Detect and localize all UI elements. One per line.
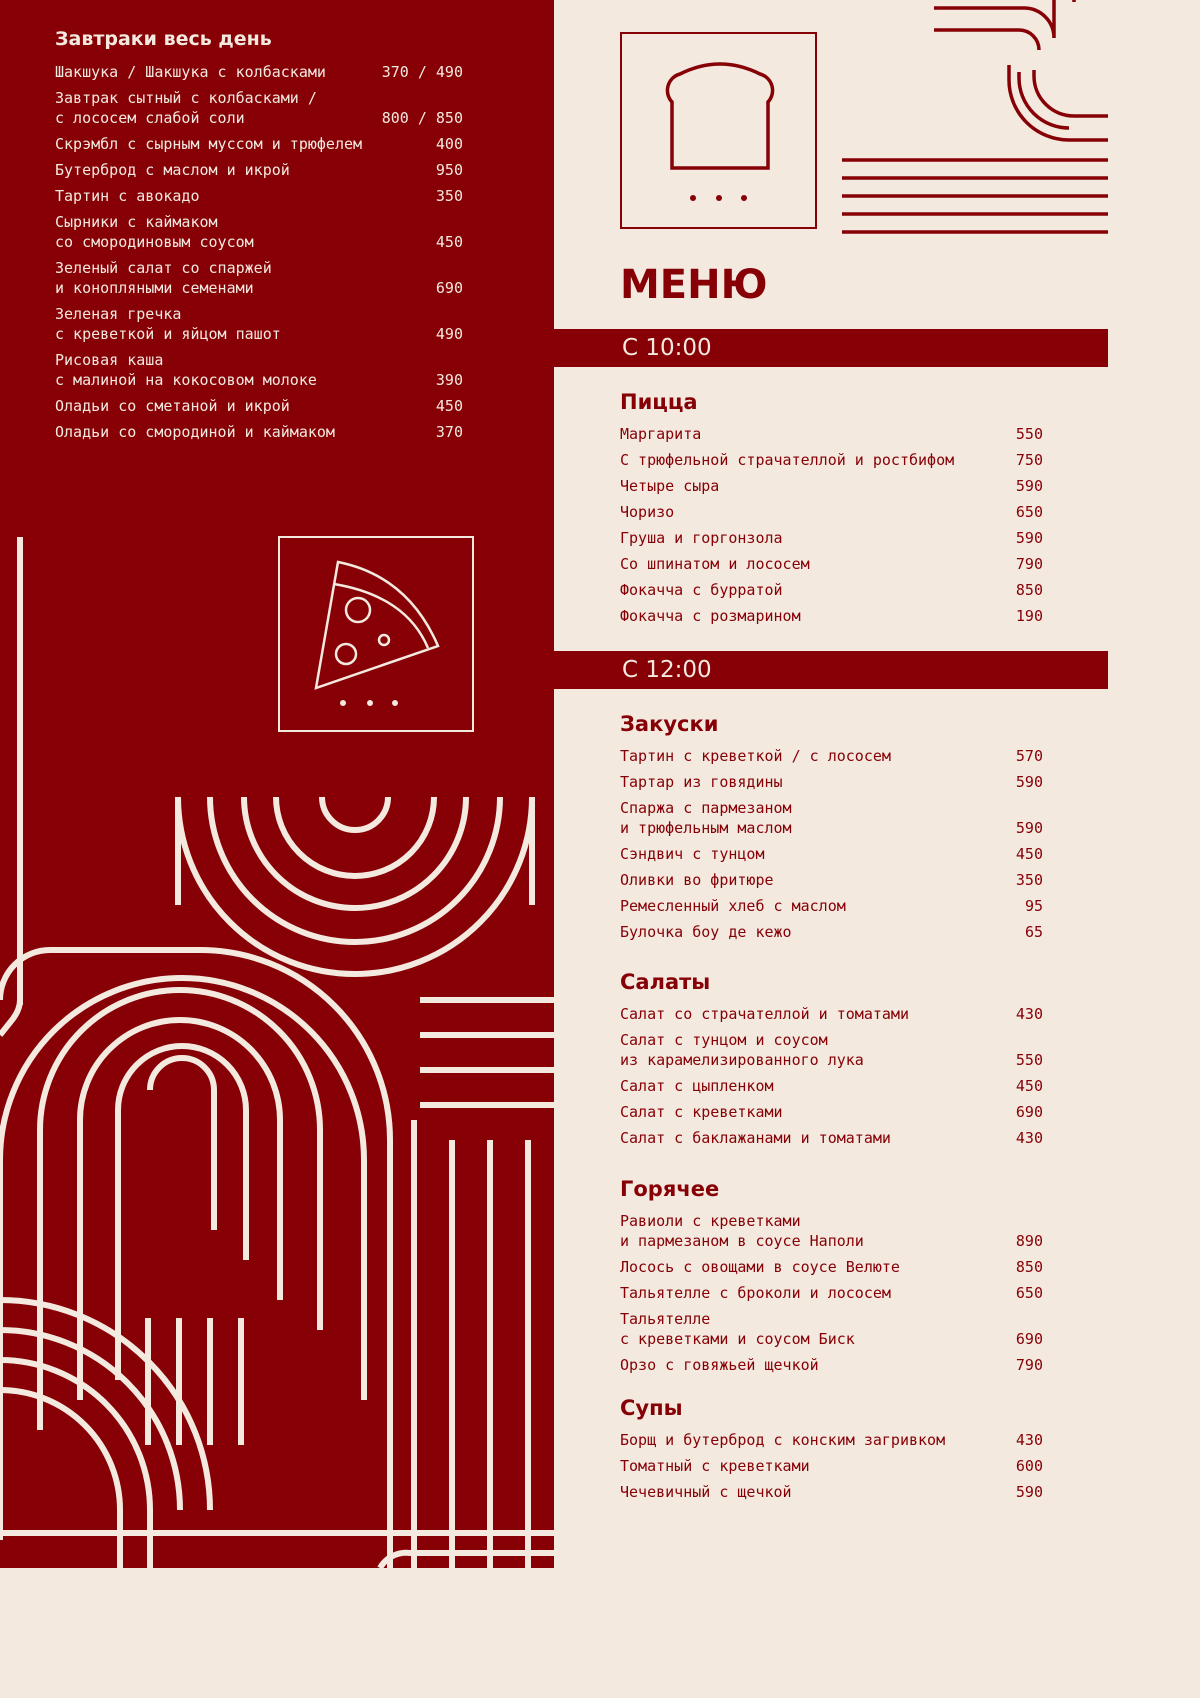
item-price: 400 bbox=[435, 135, 463, 153]
item-name: Лосось с овощами в соусе Велюте bbox=[620, 1258, 900, 1276]
menu-item bbox=[55, 350, 463, 390]
section-title-snacks: Закуски bbox=[620, 712, 719, 736]
menu-item bbox=[55, 258, 463, 298]
menu-item bbox=[620, 1430, 1043, 1450]
item-name: Завтрак сытный с колбасками / с лососем слабой соли bbox=[55, 89, 317, 127]
section-title-soups: Супы bbox=[620, 1396, 683, 1420]
menu-item bbox=[55, 212, 463, 252]
item-name: Фокачча с розмарином bbox=[620, 607, 801, 625]
item-name: Равиоли с креветками и пармезаном в соусе Наполи bbox=[620, 1212, 864, 1250]
item-name: Тартин с креветкой / с лососем bbox=[620, 747, 891, 765]
item-price: 600 bbox=[1015, 1457, 1043, 1475]
item-name: Зеленый салат со спаржей и конопляными семенами bbox=[55, 259, 272, 297]
menu-item bbox=[620, 1211, 1043, 1251]
section-title-salads: Салаты bbox=[620, 970, 711, 994]
menu-item bbox=[620, 1355, 1043, 1375]
item-name: Тальятелле с креветками и соусом Биск bbox=[620, 1310, 855, 1348]
item-price: 370 bbox=[435, 423, 463, 441]
item-price: 95 bbox=[1024, 897, 1043, 915]
item-price: 850 bbox=[1015, 1258, 1043, 1276]
menu-item bbox=[620, 896, 1043, 916]
menu-item bbox=[55, 88, 463, 128]
menu-item bbox=[620, 450, 1043, 470]
item-price: 450 bbox=[435, 397, 463, 415]
item-name: Бутерброд с маслом и икрой bbox=[55, 161, 290, 179]
menu-item bbox=[620, 1257, 1043, 1277]
item-name: С трюфельной страчателлой и ростбифом bbox=[620, 451, 955, 469]
menu-item bbox=[620, 606, 1043, 626]
time-band-label: С 10:00 bbox=[622, 335, 712, 361]
menu-item bbox=[620, 528, 1043, 548]
item-price: 350 bbox=[1015, 871, 1043, 889]
item-price: 450 bbox=[1015, 845, 1043, 863]
item-name: Салат со страчателлой и томатами bbox=[620, 1005, 909, 1023]
item-price: 430 bbox=[1015, 1431, 1043, 1449]
menu-item bbox=[620, 870, 1043, 890]
menu-item bbox=[620, 1456, 1043, 1476]
item-price: 430 bbox=[1015, 1129, 1043, 1147]
item-name: Томатный с креветками bbox=[620, 1457, 810, 1475]
item-name: Тартин с авокадо bbox=[55, 187, 200, 205]
item-name: Маргарита bbox=[620, 425, 702, 443]
item-price: 950 bbox=[435, 161, 463, 179]
item-name: Ремесленный хлеб с маслом bbox=[620, 897, 846, 915]
item-price: 490 bbox=[435, 325, 463, 343]
item-price: 690 bbox=[1015, 1330, 1043, 1348]
item-price: 590 bbox=[1015, 477, 1043, 495]
menu-item bbox=[55, 304, 463, 344]
menu-item bbox=[620, 746, 1043, 766]
item-price: 800 / 850 bbox=[381, 109, 463, 127]
item-price: 690 bbox=[1015, 1103, 1043, 1121]
item-price: 750 bbox=[1015, 451, 1043, 469]
bread-icon bbox=[620, 32, 817, 229]
menu-item bbox=[55, 134, 463, 154]
item-price: 790 bbox=[1015, 555, 1043, 573]
menu-item bbox=[620, 798, 1043, 838]
time-band-10 bbox=[554, 329, 1108, 367]
item-name: Скрэмбл с сырным муссом и трюфелем bbox=[55, 135, 363, 153]
item-name: Борщ и бутерброд с конским загривком bbox=[620, 1431, 946, 1449]
item-price: 350 bbox=[435, 187, 463, 205]
breakfast-title: Завтраки весь день bbox=[55, 28, 272, 50]
menu-item bbox=[620, 580, 1043, 600]
menu-item bbox=[620, 772, 1043, 792]
item-price: 890 bbox=[1015, 1232, 1043, 1250]
item-price: 650 bbox=[1015, 1284, 1043, 1302]
item-name: Рисовая каша с малиной на кокосовом молоке bbox=[55, 351, 317, 389]
item-name: Шакшука / Шакшука с колбасками bbox=[55, 63, 326, 81]
item-name: Оладьи со смородиной и каймаком bbox=[55, 423, 335, 441]
item-name: Четыре сыра bbox=[620, 477, 720, 495]
item-price: 550 bbox=[1015, 1051, 1043, 1069]
menu-item bbox=[620, 1102, 1043, 1122]
item-name: Груша и горгонзола bbox=[620, 529, 783, 547]
item-price: 450 bbox=[435, 233, 463, 251]
menu-item bbox=[620, 1309, 1043, 1349]
item-price: 690 bbox=[435, 279, 463, 297]
item-price: 790 bbox=[1015, 1356, 1043, 1374]
menu-item bbox=[55, 160, 463, 180]
menu-item bbox=[55, 62, 463, 82]
item-name: Салат с тунцом и соусом из карамелизированного лука bbox=[620, 1031, 864, 1069]
time-band-12 bbox=[554, 651, 1108, 689]
menu-item bbox=[55, 422, 463, 442]
item-name: Зеленая гречка с креветкой и яйцом пашот bbox=[55, 305, 281, 343]
item-price: 850 bbox=[1015, 581, 1043, 599]
item-name: Оладьи со сметаной и икрой bbox=[55, 397, 290, 415]
menu-item bbox=[620, 1030, 1043, 1070]
menu-title: МЕНЮ bbox=[620, 262, 768, 308]
item-name: Фокачча с бурратой bbox=[620, 581, 783, 599]
pizza-slice-icon bbox=[278, 536, 474, 732]
bread-icon-box bbox=[620, 32, 817, 229]
item-name: Оливки во фритюре bbox=[620, 871, 774, 889]
menu-item bbox=[620, 424, 1043, 444]
item-name: Салат с цыпленком bbox=[620, 1077, 774, 1095]
item-name: Тартар из говядины bbox=[620, 773, 783, 791]
item-name: Тальятелле с броколи и лососем bbox=[620, 1284, 891, 1302]
pizza-icon-box bbox=[278, 536, 474, 732]
section-title-pizza: Пицца bbox=[620, 390, 698, 414]
time-band-label: С 12:00 bbox=[622, 657, 712, 683]
item-price: 590 bbox=[1015, 773, 1043, 791]
item-price: 370 / 490 bbox=[381, 63, 463, 81]
menu-item bbox=[620, 476, 1043, 496]
menu-item bbox=[620, 1128, 1043, 1148]
item-name: Со шпинатом и лососем bbox=[620, 555, 810, 573]
item-price: 550 bbox=[1015, 425, 1043, 443]
menu-item bbox=[620, 922, 1043, 942]
item-name: Чоризо bbox=[620, 503, 675, 521]
menu-item bbox=[620, 1076, 1043, 1096]
menu-item bbox=[620, 844, 1043, 864]
menu-item bbox=[620, 1283, 1043, 1303]
item-name: Орзо с говяжьей щечкой bbox=[620, 1356, 819, 1374]
left-panel bbox=[0, 0, 554, 1568]
item-name: Салат с баклажанами и томатами bbox=[620, 1129, 891, 1147]
item-price: 590 bbox=[1015, 819, 1043, 837]
item-price: 65 bbox=[1024, 923, 1043, 941]
item-price: 430 bbox=[1015, 1005, 1043, 1023]
item-name: Салат с креветками bbox=[620, 1103, 783, 1121]
menu-item bbox=[620, 1482, 1043, 1502]
item-name: Спаржа с пармезаном и трюфельным маслом bbox=[620, 799, 792, 837]
item-price: 570 bbox=[1015, 747, 1043, 765]
menu-item bbox=[55, 186, 463, 206]
section-title-hot: Горячее bbox=[620, 1177, 720, 1201]
item-price: 390 bbox=[435, 371, 463, 389]
item-name: Сырники с каймаком со смородиновым соусом bbox=[55, 213, 254, 251]
item-price: 590 bbox=[1015, 1483, 1043, 1501]
item-name: Сэндвич с тунцом bbox=[620, 845, 765, 863]
item-name: Булочка боу де кежо bbox=[620, 923, 792, 941]
item-name: Чечевичный с щечкой bbox=[620, 1483, 792, 1501]
item-price: 190 bbox=[1015, 607, 1043, 625]
item-price: 450 bbox=[1015, 1077, 1043, 1095]
menu-item bbox=[55, 396, 463, 416]
item-price: 650 bbox=[1015, 503, 1043, 521]
menu-item bbox=[620, 502, 1043, 522]
menu-item bbox=[620, 554, 1043, 574]
right-panel bbox=[554, 0, 1108, 1568]
item-price: 590 bbox=[1015, 529, 1043, 547]
menu-item bbox=[620, 1004, 1043, 1024]
